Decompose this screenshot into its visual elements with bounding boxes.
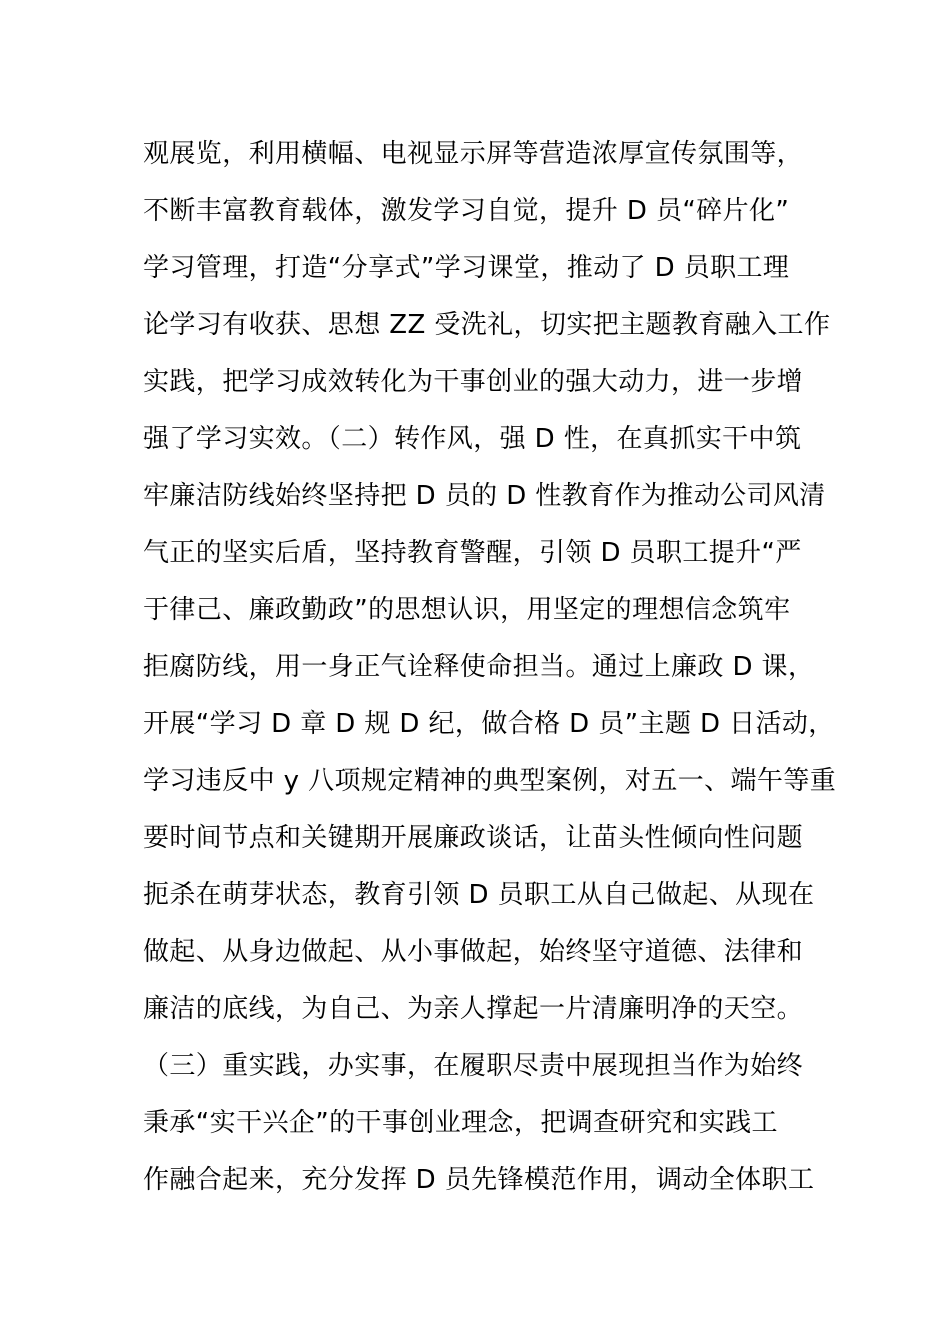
text-line: 做起、从身边做起、从小事做起，始终坚守道德、法律和 (143, 937, 804, 967)
text-line: 不断丰富教育载体，激发学习自觉，提升 D 员“碎片化” (143, 196, 790, 226)
text-line: 牢廉洁防线始终坚持把 D 员的 D 性教育作为推动公司风清 (143, 481, 826, 511)
text-line: 要时间节点和关键期开展廉政谈话，让苗头性倾向性问题 (143, 823, 804, 853)
text-line: 强了学习实效。（二）转作风，强 D 性，在真抓实干中筑 (143, 424, 802, 454)
text-line: （三）重实践，办实事，在履职尽责中展现担当作为始终 (143, 1051, 804, 1081)
text-line: 学习管理，打造“分享式”学习课堂，推动了 D 员职工理 (143, 253, 790, 283)
text-line: 实践，把学习成效转化为干事创业的强大动力，进一步增 (143, 367, 804, 397)
text-line: 学习违反中 y 八项规定精神的典型案例，对五一、端午等重 (143, 766, 837, 796)
text-line: 气正的坚实后盾，坚持教育警醒，引领 D 员职工提升“严 (143, 538, 802, 568)
text-line: 廉洁的底线，为自己、为亲人撑起一片清廉明净的天空。 (143, 994, 804, 1024)
text-line: 论学习有收获、思想 ZZ 受洗礼，切实把主题教育融入工作 (143, 310, 831, 340)
text-line: 开展“学习 D 章 D 规 D 纪，做合格 D 员”主题 D 日活动， (143, 709, 835, 739)
text-line: 观展览，利用横幅、电视显示屏等营造浓厚宣传氛围等， (143, 139, 804, 169)
text-line: 于律己、廉政勤政”的思想认识，用坚定的理想信念筑牢 (143, 595, 791, 625)
text-line: 拒腐防线，用一身正气诠释使命担当。通过上廉政 D 课， (143, 652, 815, 682)
text-line: 秉承“实干兴企”的干事创业理念，把调查研究和实践工 (143, 1108, 778, 1138)
body-text (143, 126, 837, 1209)
text-line: 作融合起来，充分发挥 D 员先锋模范作用，调动全体职工 (143, 1165, 815, 1195)
text-line: 扼杀在萌芽状态，教育引领 D 员职工从自己做起、从现在 (143, 880, 815, 910)
